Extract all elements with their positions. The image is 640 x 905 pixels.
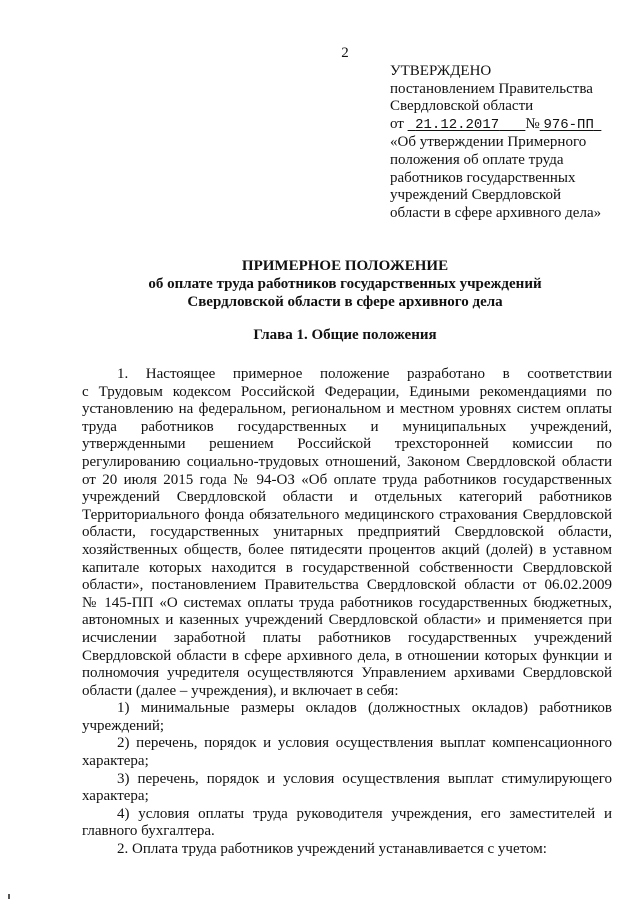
- body-line: исчислении заработной платы работников государственных учреждений: [82, 629, 612, 646]
- body-line: 2. Оплата труда работников учреждений устанавливается с учетом:: [117, 841, 547, 858]
- document-title-line: ПРИМЕРНОЕ ПОЛОЖЕНИЕ: [241, 258, 449, 274]
- approval-line-1: постановлением Правительства: [390, 80, 593, 97]
- list-item-line: 2) перечень, порядок и условия осуществления выплат компенсационного: [117, 735, 612, 752]
- approval-date-prefix: от: [390, 115, 404, 132]
- body-line: труда работников государственных и муниципальных учреждений,: [82, 418, 612, 435]
- approval-subject-line: области в сфере архивного дела»: [390, 204, 602, 221]
- body-line: учреждений Свердловской области и отдельных категорий работников: [82, 489, 612, 506]
- approval-date: 21.12.2017: [415, 116, 500, 133]
- approval-subject-line: «Об утверждении Примерного: [390, 134, 587, 151]
- body-line: автономных и казенных учреждений Свердловской области» и применяется при: [82, 612, 612, 629]
- list-item-line: 4) условия оплаты труда руководителя учреждения, его заместителей и: [117, 805, 612, 822]
- approval-line-2: Свердловской области: [390, 98, 534, 115]
- body-line: утвержденными решением Российской трехсторонней комиссии по: [82, 436, 612, 453]
- approval-heading: УТВЕРЖДЕНО: [390, 63, 492, 79]
- body-line: области (далее – учреждения), и включает в себя:: [82, 682, 399, 699]
- approval-subject-line: работников государственных: [390, 169, 576, 186]
- body-line: установлению на федеральном, региональном и местном уровнях систем оплаты: [82, 401, 612, 418]
- body-line: 1. Настоящее примерное положение разработано в соответствии: [117, 366, 612, 382]
- body-line: Свердловской области в сфере архивного дела, в отношении которых функции и: [82, 647, 612, 664]
- approval-number: 976-ПП: [543, 116, 594, 133]
- document-title: [0, 257, 640, 311]
- approval-date-line: [390, 116, 630, 135]
- approval-subject-line: учреждений Свердловской: [390, 187, 561, 204]
- list-item-line: 1) минимальные размеры окладов (должностных окладов) работников: [117, 700, 612, 717]
- body-line: с Трудовым кодексом Российской Федерации, Едиными рекомендациями по: [82, 383, 612, 400]
- document-body: [82, 366, 612, 859]
- body-line: № 145-ПП «О системах оплаты труда работников государственных бюджетных,: [82, 594, 612, 611]
- body-line: области, государственных унитарных предприятий Свердловской области,: [82, 524, 612, 541]
- scan-mark: [8, 894, 10, 899]
- approval-stamp: [390, 63, 630, 222]
- list-item-line: 3) перечень, порядок и условия осуществления выплат стимулирующего: [117, 770, 612, 787]
- approval-number-prefix: №: [525, 115, 540, 132]
- list-item-line: характера;: [82, 753, 149, 770]
- approval-subject-line: положения об оплате труда: [390, 151, 564, 168]
- chapter-title: Глава 1. Общие положения: [253, 327, 437, 343]
- page-number: 2: [341, 45, 349, 61]
- document-title-line: Свердловской области в сфере архивного дела: [187, 294, 503, 310]
- list-item-line: характера;: [82, 788, 149, 805]
- body-line: полномочия учредителя осуществляются Управлением архивами Свердловской: [82, 665, 612, 682]
- body-line: Территориального фонда обязательного медицинского страхования Свердловской: [82, 506, 612, 523]
- body-line: регулированию социально-трудовых отношений, Законом Свердловской области: [82, 453, 612, 470]
- body-line: от 20 июля 2015 года № 94-ОЗ «Об оплате труда работников государственных: [82, 471, 612, 488]
- list-item-line: главного бухгалтера.: [82, 823, 215, 840]
- body-line: области», постановлением Правительства Свердловской области от 06.02.2009: [82, 577, 612, 594]
- document-title-line: об оплате труда работников государственных учреждений: [148, 276, 542, 292]
- body-line: хозяйственных обществ, более пятидесяти процентов акций (долей) в уставном: [82, 541, 612, 558]
- list-item-line: учреждений;: [82, 717, 165, 734]
- body-line: капитале которых находится в государственной собственности Свердловской: [82, 559, 612, 576]
